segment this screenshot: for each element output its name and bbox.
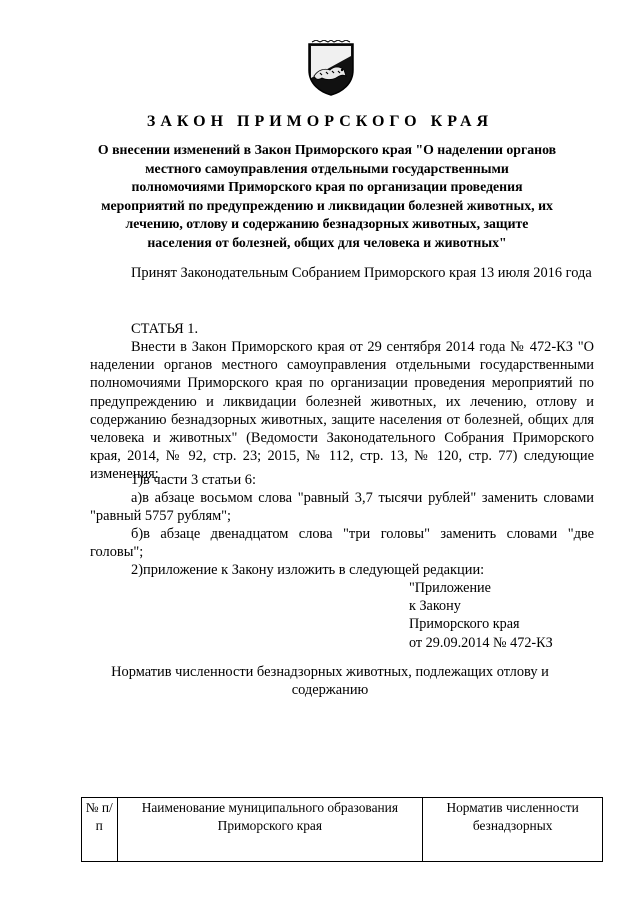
subject-line: мероприятий по предупреждению и ликвидации болезней животных, их [101, 197, 553, 213]
law-subject [86, 141, 568, 253]
appendix-line: к Закону [409, 598, 461, 615]
amendment-item-1: 1)в части 3 статьи 6: [131, 472, 256, 488]
appendix-header [409, 579, 609, 652]
article-heading: СТАТЬЯ 1. [131, 321, 199, 337]
appendix-line: Приморского края [409, 616, 520, 633]
subject-line: полномочиями Приморского края по организации проведения [131, 179, 523, 195]
column-header-municipality: Наименование муниципального образования Приморского края [117, 798, 423, 862]
column-header-norm: Норматив численности безнадзорных [423, 798, 603, 862]
amendment-item-1a: а)в абзаце восьмом слова "равный 3,7 тысячи рублей" заменить словами "равный 5757 рублям"; [90, 490, 594, 525]
norm-title: Норматив численности безнадзорных животных, подлежащих отлову и содержанию [111, 664, 549, 699]
subject-line: О внесении изменений в Закон Приморского края "О наделении органов [97, 142, 557, 157]
norms-table [81, 797, 603, 862]
article-intro: Внести в Закон Приморского края от 29 сентября 2014 года № 472-КЗ "О наделении органов местного самоуправления отдельными государственными полномочиями Приморского края по организации проведения мероприятий по предупреждению и ликвидации болезней животных, их лечению, отлову и содержанию безнадзорных животных, защите населения от болезней, общих для человека и животных" (Ведомости Законодательного Собрания Приморского края, 2014, № 92, стр. 23; 2015, № 112, стр. 13, № 120, стр. 77) следующие изменения: [90, 339, 594, 483]
law-title: ЗАКОН ПРИМОРСКОГО КРАЯ [146, 113, 494, 130]
subject-line: лечению, отлову и содержанию безнадзорных животных, защите [125, 216, 529, 232]
adoption-statement: Принят Законодательным Собранием Приморского края 13 июля 2016 года [131, 265, 592, 281]
amendment-item-1b: б)в абзаце двенадцатом слова "три головы" заменить словами "две головы"; [90, 526, 594, 561]
column-header-number: № п/п [82, 798, 118, 862]
subject-line: местного самоуправления отдельными государственными [145, 160, 509, 176]
table-header-row [82, 798, 603, 862]
appendix-line: "Приложение [409, 580, 491, 596]
appendix-line: от 29.09.2014 № 472-КЗ [409, 634, 553, 651]
coat-of-arms-icon [306, 40, 356, 96]
subject-line: населения от болезней, общих для человека и животных" [147, 234, 507, 250]
amendment-item-2: 2)приложение к Закону изложить в следующей редакции: [131, 562, 485, 578]
